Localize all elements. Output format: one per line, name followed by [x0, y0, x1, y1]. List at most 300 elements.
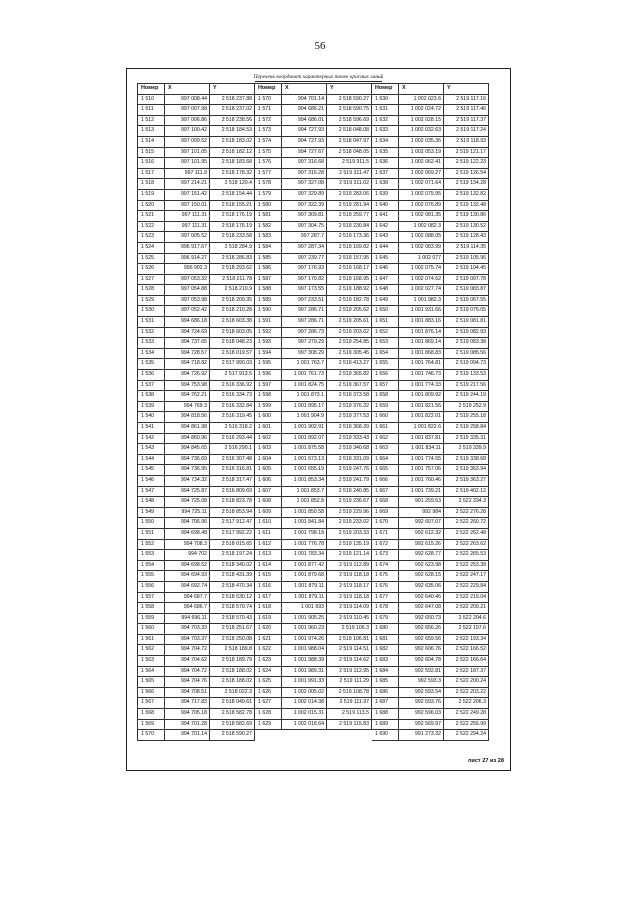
table-row	[138, 677, 489, 688]
cell-x-3: 1 002 075.95	[399, 189, 444, 200]
cell-x-2: 1 001 655.19	[282, 465, 327, 476]
cell-number-3: 1 679	[372, 613, 399, 624]
cell-number-2: 1 605	[255, 465, 282, 476]
cell-x-3: 1 001 822.6	[399, 423, 444, 434]
table-row	[138, 370, 489, 381]
cell-number-3: 1 663	[372, 444, 399, 455]
cell-x-3: 1 002 028.15	[399, 115, 444, 126]
cell-x-3: 1 001 757.06	[399, 465, 444, 476]
cell-y-1: 2 518 853.94	[210, 507, 255, 518]
cell-x-1: 997 111.31	[165, 211, 210, 222]
cell-x-1: 997 053.32	[165, 274, 210, 285]
cell-number-1: 1 532	[138, 327, 165, 338]
cell-y-1: 2 518 340.02	[210, 560, 255, 571]
cell-number-3: 1 650	[372, 306, 399, 317]
cell-number-3: 1 648	[372, 285, 399, 296]
cell-number-1: 1 537	[138, 380, 165, 391]
cell-y-1: 2 518 582.69	[210, 719, 255, 730]
cell-y-1: 2 518 286.83	[210, 253, 255, 264]
cell-x-3: 1 002 023.6	[399, 94, 444, 105]
cell-number-2: 1 614	[255, 560, 282, 571]
table-row	[138, 581, 489, 592]
table-row	[138, 147, 489, 158]
cell-y-2: 2 519 305.45	[327, 348, 372, 359]
cell-x-2: 1 001 879.11	[282, 581, 327, 592]
cell-y-3: 2 519 075.05	[444, 306, 489, 317]
cell-x-1: 994 818.56	[165, 412, 210, 423]
cell-y-1: 2 518 317.47	[210, 475, 255, 486]
cell-y-3: 2 519 122.23	[444, 158, 489, 169]
cell-x-2: 1 001 783.34	[282, 550, 327, 561]
cell-y-2: 2 519 229.96	[327, 507, 372, 518]
cell-x-1: 997 151.42	[165, 189, 210, 200]
cell-number-1: 1 554	[138, 560, 165, 571]
cell-x-2: 997 316.28	[282, 168, 327, 179]
cell-number-3: 1 677	[372, 592, 399, 603]
table-row	[138, 613, 489, 624]
cell-x-2: 997 287.34	[282, 242, 327, 253]
table-row	[138, 518, 489, 529]
cell-x-2: 1 001 988.39	[282, 656, 327, 667]
cell-x-3: 1 002 053.19	[399, 147, 444, 158]
cell-x-2: 1 001 904.9	[282, 412, 327, 423]
cell-number-2: 1 621	[255, 634, 282, 645]
cell-x-2: 1 001 877.42	[282, 560, 327, 571]
cell-number-2: 1 584	[255, 242, 282, 253]
cell-y-2: 2 518 596.69	[327, 115, 372, 126]
cell-x-1: 994 704.72	[165, 645, 210, 656]
cell-x-2: 1 001 776.78	[282, 539, 327, 550]
cell-y-3: 2 519 117.37	[444, 115, 489, 126]
table-row	[138, 158, 489, 169]
cell-x-3: 992 596.03	[399, 709, 444, 720]
table-row	[138, 560, 489, 571]
table-row	[138, 242, 489, 253]
cell-x-3: 1 002 088.05	[399, 232, 444, 243]
cell-number-3: 1 656	[372, 370, 399, 381]
cell-y-1: 2 517 913.5	[210, 370, 255, 381]
table-row	[138, 486, 489, 497]
cell-number-3: 1 665	[372, 465, 399, 476]
cell-y-2: 2 519 236.67	[327, 497, 372, 508]
cell-y-2: 2 519 169.82	[327, 242, 372, 253]
cell-x-3: 1 001 739.21	[399, 486, 444, 497]
table-row	[138, 295, 489, 306]
cell-x-3: 992 647.08	[399, 603, 444, 614]
table-row	[138, 327, 489, 338]
cell-x-3: 1 001 774.33	[399, 380, 444, 391]
cell-x-2: 1 001 853.34	[282, 475, 327, 486]
cell-y-3: 2 519 132.48	[444, 200, 489, 211]
table-row	[138, 507, 489, 518]
table-row	[138, 497, 489, 508]
cell-x-3: 991 259.53	[399, 497, 444, 508]
cell-y-1: 2 518 237.02	[210, 105, 255, 116]
table-row	[138, 656, 489, 667]
cell-x-1: 994 698.52	[165, 560, 210, 571]
table-row	[138, 645, 489, 656]
cell-number-1: 1 528	[138, 285, 165, 296]
cell-x-1: 997 101.95	[165, 158, 210, 169]
table-row	[138, 179, 489, 190]
table-row	[138, 687, 489, 698]
cell-number-2: 1 617	[255, 592, 282, 603]
cell-y-3: 2 519 132.82	[444, 189, 489, 200]
cell-number-1: 1 517	[138, 168, 165, 179]
cell-number-3: 1 654	[372, 348, 399, 359]
cell-y-3: 2 519 130.52	[444, 221, 489, 232]
cell-x-2: 994 701.14	[282, 94, 327, 105]
cell-y-2: 2 519 365.82	[327, 370, 372, 381]
cell-y-1: 2 518 183.02	[210, 136, 255, 147]
cell-y-3: 2 519 244.19	[444, 391, 489, 402]
cell-y-2: 2 519 112.89	[327, 560, 372, 571]
cell-number-1: 1 527	[138, 274, 165, 285]
cell-y-2: 2 519 311.47	[327, 168, 372, 179]
cell-x-2: 997 308.29	[282, 348, 327, 359]
cell-number-3: 1 680	[372, 624, 399, 635]
cell-y-1: 2 518 182.12	[210, 147, 255, 158]
cell-y-3: 2 519 094.73	[444, 359, 489, 370]
cell-number-2: 1 594	[255, 348, 282, 359]
table-row	[138, 189, 489, 200]
cell-y-2: 2 519 254.85	[327, 338, 372, 349]
cell-number-3: 1 637	[372, 168, 399, 179]
cell-x-3: 992 623.98	[399, 560, 444, 571]
cell-x-3: 992 640.46	[399, 592, 444, 603]
cell-number-1: 1 520	[138, 200, 165, 211]
cell-x-2: 997 327.08	[282, 179, 327, 190]
cell-number-2: 1 611	[255, 528, 282, 539]
cell-number-2: 1 626	[255, 687, 282, 698]
cell-y-2: 2 519 203.33	[327, 528, 372, 539]
cell-y-3: 2 519 252.9	[444, 401, 489, 412]
cell-y-2: 2 519 205.61	[327, 317, 372, 328]
cell-y-2: 2 519 113.5	[327, 709, 372, 720]
cell-y-2: 2 519 413.27	[327, 359, 372, 370]
cell-x-1: 997 099.52	[165, 136, 210, 147]
cell-x-1: 997 053.98	[165, 295, 210, 306]
cell-number-1: 1 535	[138, 359, 165, 370]
cell-y-1: 2 518 570.74	[210, 603, 255, 614]
coordinates-table-body	[138, 94, 489, 740]
cell-y-2: 2 519 111.29	[327, 677, 372, 688]
cell-y-2: 2 519 106.81	[327, 634, 372, 645]
cell-y-3: 2 522 262.48	[444, 528, 489, 539]
cell-number-1: 1 566	[138, 687, 165, 698]
cell-x-1: 994 686.7	[165, 603, 210, 614]
cell-number-1: 1 544	[138, 454, 165, 465]
cell-x-2: 1 002 014.38	[282, 698, 327, 709]
cell-y-2: 2 519 182.78	[327, 295, 372, 306]
cell-y-1: 2 518 431.39	[210, 571, 255, 582]
cell-y-1: 2 518 233.58	[210, 232, 255, 243]
cell-x-1: 994 706.96	[165, 518, 210, 529]
cell-number-3: 1 662	[372, 433, 399, 444]
page-number: 56	[314, 40, 326, 52]
cell-number-2: 1 602	[255, 433, 282, 444]
table-row	[138, 666, 489, 677]
cell-x-3: 992 635.06	[399, 581, 444, 592]
cell-y-3: 2 519 117.46	[444, 105, 489, 116]
cell-x-1: 997 052.42	[165, 306, 210, 317]
cell-x-2: 1 001 960.23	[282, 624, 327, 635]
cell-y-1: 2 518 176.19	[210, 221, 255, 232]
cell-y-2: 2 519 368.39	[327, 423, 372, 434]
cell-x-2: 997 286.71	[282, 306, 327, 317]
cell-x-2: 997 170.82	[282, 274, 327, 285]
cell-y-3: 2 519 067.55	[444, 295, 489, 306]
cell-y-2: 2 519 114.62	[327, 656, 372, 667]
cell-number-3: 1 668	[372, 497, 399, 508]
cell-x-2: 994 727.93	[282, 126, 327, 137]
table-row	[138, 264, 489, 275]
table-row	[138, 359, 489, 370]
cell-y-1: 2 518 188.02	[210, 666, 255, 677]
cell-x-3: 1 002 035.36	[399, 136, 444, 147]
cell-y-2: 2 519 203.62	[327, 327, 372, 338]
cell-number-1: 1 560	[138, 624, 165, 635]
cell-number-2: 1 616	[255, 581, 282, 592]
cell-number-1: 1 567	[138, 698, 165, 709]
cell-y-3: 2 522 334.3	[444, 497, 489, 508]
cell-number-2: 1 607	[255, 486, 282, 497]
cell-y-3: 2 519 082.93	[444, 327, 489, 338]
cell-x-1: 997 214.21	[165, 179, 210, 190]
cell-y-3: 2 522 265.53	[444, 550, 489, 561]
cell-number-1: 1 556	[138, 581, 165, 592]
cell-x-1: 997 008.44	[165, 94, 210, 105]
cell-y-3: 2 519 081.81	[444, 317, 489, 328]
cell-x-2: 1 001 673.13	[282, 454, 327, 465]
cell-number-2: 1 583	[255, 232, 282, 243]
cell-y-3: 2 519 402.12	[444, 486, 489, 497]
cell-x-2: 1 001 853.7	[282, 486, 327, 497]
cell-number-3: 1 636	[372, 158, 399, 169]
sheet-label: лист 27 из 28	[467, 758, 504, 764]
cell-y-2: 2 519 112.95	[327, 666, 372, 677]
cell-y-2: 2 519 373.58	[327, 391, 372, 402]
cell-x-1: 997 150.01	[165, 200, 210, 211]
cell-y-3: 2 519 363.27	[444, 475, 489, 486]
cell-number-3: 1 669	[372, 507, 399, 518]
drawing-frame	[126, 68, 511, 771]
cell-number-2: 1 601	[255, 423, 282, 434]
cell-number-2: 1 608	[255, 497, 282, 508]
cell-number-1: 1 529	[138, 295, 165, 306]
cell-number-2: 1 598	[255, 391, 282, 402]
cell-x-1: 996 914.27	[165, 253, 210, 264]
cell-x-1: 994 717.83	[165, 698, 210, 709]
cell-x-3: 992 659.56	[399, 634, 444, 645]
cell-x-2: 997 316.68	[282, 158, 327, 169]
table-row	[138, 401, 489, 412]
cell-x-2: 1 001 873.1	[282, 391, 327, 402]
cell-number-3: 1 670	[372, 518, 399, 529]
cell-number-2: 1 570	[255, 94, 282, 105]
cell-number-3: 1 659	[372, 401, 399, 412]
cell-x-2: 1 001 850.58	[282, 507, 327, 518]
cell-y-3: 2 519 083.87	[444, 285, 489, 296]
cell-y-1: 2 518 183.68	[210, 158, 255, 169]
cell-x-2: 997 233.51	[282, 295, 327, 306]
cell-x-1: 994 704.72	[165, 666, 210, 677]
table-row	[138, 571, 489, 582]
cell-number-3: 1 647	[372, 274, 399, 285]
coordinates-table	[137, 83, 489, 741]
cell-number-3: 1 638	[372, 179, 399, 190]
cell-number-2: 1 572	[255, 115, 282, 126]
table-row	[138, 348, 489, 359]
cell-y-2: 2 519 168.95	[327, 274, 372, 285]
cell-number-3: 1 651	[372, 317, 399, 328]
cell-y-3: 2 519 339.9	[444, 444, 489, 455]
cell-number-2: 1 604	[255, 454, 282, 465]
cell-x-2: 1 002 015.31	[282, 709, 327, 720]
cell-x-3: 1 002 075.74	[399, 264, 444, 275]
cell-y-2: 2 518 048.08	[327, 126, 372, 137]
cell-x-1: 994 762.21	[165, 391, 210, 402]
cell-number-3: 1 643	[372, 232, 399, 243]
cell-y-1: 2 518 211.78	[210, 274, 255, 285]
cell-y-3: 2 522 263.62	[444, 539, 489, 550]
cell-x-1: 994 702	[165, 550, 210, 561]
cell-y-2: 2 519 376.32	[327, 401, 372, 412]
cell-y-1: 2 518 188.02	[210, 677, 255, 688]
cell-x-1: 994 725.11	[165, 507, 210, 518]
table-row	[138, 719, 489, 730]
cell-y-1: 2 518 210.28	[210, 306, 255, 317]
cell-x-1: 994 708.3	[165, 539, 210, 550]
cell-x-3: 1 001 760.46	[399, 475, 444, 486]
cell-y-3: 2 519 085.56	[444, 348, 489, 359]
table-row	[138, 550, 489, 561]
cell-number-1: 1 515	[138, 147, 165, 158]
cell-number-1: 1 536	[138, 370, 165, 381]
cell-x-3: 1 002 074.62	[399, 274, 444, 285]
cell-x-3: 1 001 764.81	[399, 359, 444, 370]
header-number-3: Номер	[372, 84, 399, 95]
cell-y-3: 2 519 134.28	[444, 179, 489, 190]
cell-y-2: 2 519 333.43	[327, 433, 372, 444]
cell-x-3: 992 984	[399, 507, 444, 518]
cell-x-2: 1 001 892.07	[282, 433, 327, 444]
table-row	[138, 380, 489, 391]
header-y-3: Y	[444, 84, 489, 95]
cell-x-1: 994 692.74	[165, 581, 210, 592]
cell-y-3: 2 519 097.78	[444, 274, 489, 285]
cell-number-3: 1 649	[372, 295, 399, 306]
cell-x-2: 1 001 798.18	[282, 528, 327, 539]
cell-number-1: 1 526	[138, 264, 165, 275]
cell-number-1: 1 552	[138, 539, 165, 550]
cell-number-2: 1 593	[255, 338, 282, 349]
cell-number-1: 1 516	[138, 158, 165, 169]
cell-number-2: 1 628	[255, 709, 282, 720]
cell-number-1: 1 543	[138, 444, 165, 455]
cell-number-2: 1 615	[255, 571, 282, 582]
cell-x-3: 1 002 081.35	[399, 211, 444, 222]
table-header-row	[138, 84, 489, 95]
cell-number-2: 1 599	[255, 401, 282, 412]
cell-number-1: 1 569	[138, 719, 165, 730]
cell-number-1: 1 555	[138, 571, 165, 582]
cell-x-2: 997 176.93	[282, 264, 327, 275]
cell-number-2: 1 573	[255, 126, 282, 137]
cell-number-3: 1 686	[372, 687, 399, 698]
cell-number-2: 1 588	[255, 285, 282, 296]
cell-y-3: 2 519 128.43	[444, 232, 489, 243]
cell-y-3: 2 519 126.54	[444, 168, 489, 179]
cell-number-2: 1 575	[255, 147, 282, 158]
cell-x-1: 994 726.92	[165, 370, 210, 381]
cell-number-2: 1 618	[255, 603, 282, 614]
table-row	[138, 94, 489, 105]
cell-y-2	[327, 730, 372, 741]
cell-y-3: 2 519 363.94	[444, 465, 489, 476]
cell-y-3: 2 519 117.24	[444, 126, 489, 137]
table-row	[138, 221, 489, 232]
cell-number-2: 1 600	[255, 412, 282, 423]
cell-x-2: 997 329.89	[282, 189, 327, 200]
cell-number-2: 1 577	[255, 168, 282, 179]
cell-x-2: 1 001 879.68	[282, 571, 327, 582]
cell-y-2: 2 519 114.51	[327, 645, 372, 656]
cell-x-3: 992 606.76	[399, 645, 444, 656]
cell-x-2: 997 279.29	[282, 338, 327, 349]
table-row	[138, 317, 489, 328]
cell-number-3: 1 645	[372, 253, 399, 264]
cell-y-1: 2 518 048.23	[210, 338, 255, 349]
cell-y-1: 2 518 197.24	[210, 550, 255, 561]
cell-y-3: 2 522 200.24	[444, 677, 489, 688]
cell-y-1: 2 518 590.27	[210, 730, 255, 741]
cell-number-3: 1 639	[372, 189, 399, 200]
table-row	[138, 105, 489, 116]
cell-y-3: 2 522 197.6	[444, 624, 489, 635]
cell-number-1: 1 510	[138, 94, 165, 105]
cell-y-3: 2 519 133.53	[444, 370, 489, 381]
cell-x-1: 994 737.65	[165, 338, 210, 349]
cell-x-2: 1 001 875.58	[282, 444, 327, 455]
cell-x-3: 1 002 083.99	[399, 242, 444, 253]
table-row	[138, 539, 489, 550]
cell-x-2: 1 001 991.33	[282, 677, 327, 688]
cell-y-3: 2 519 104.45	[444, 264, 489, 275]
table-row	[138, 232, 489, 243]
cell-number-3: 1 655	[372, 359, 399, 370]
cell-y-1: 2 518 530.12	[210, 592, 255, 603]
cell-y-1: 2 518 823.78	[210, 497, 255, 508]
cell-y-3: 2 522 247.17	[444, 571, 489, 582]
cell-x-1: 996 917.67	[165, 242, 210, 253]
cell-x-3: 1 002 076.89	[399, 200, 444, 211]
cell-x-1: 994 753.98	[165, 380, 210, 391]
cell-number-2: 1 627	[255, 698, 282, 709]
cell-x-1: 996 902.3	[165, 264, 210, 275]
cell-number-3: 1 658	[372, 391, 399, 402]
cell-number-2: 1 606	[255, 475, 282, 486]
cell-y-3: 2 519 130.86	[444, 211, 489, 222]
cell-number-3: 1 635	[372, 147, 399, 158]
cell-number-1: 1 524	[138, 242, 165, 253]
cell-x-1: 994 725.08	[165, 497, 210, 508]
cell-y-3: 2 519 217.56	[444, 380, 489, 391]
cell-number-2: 1 591	[255, 317, 282, 328]
cell-number-1: 1 511	[138, 105, 165, 116]
cell-y-1: 2 516 332.84	[210, 401, 255, 412]
cell-number-1: 1 565	[138, 677, 165, 688]
